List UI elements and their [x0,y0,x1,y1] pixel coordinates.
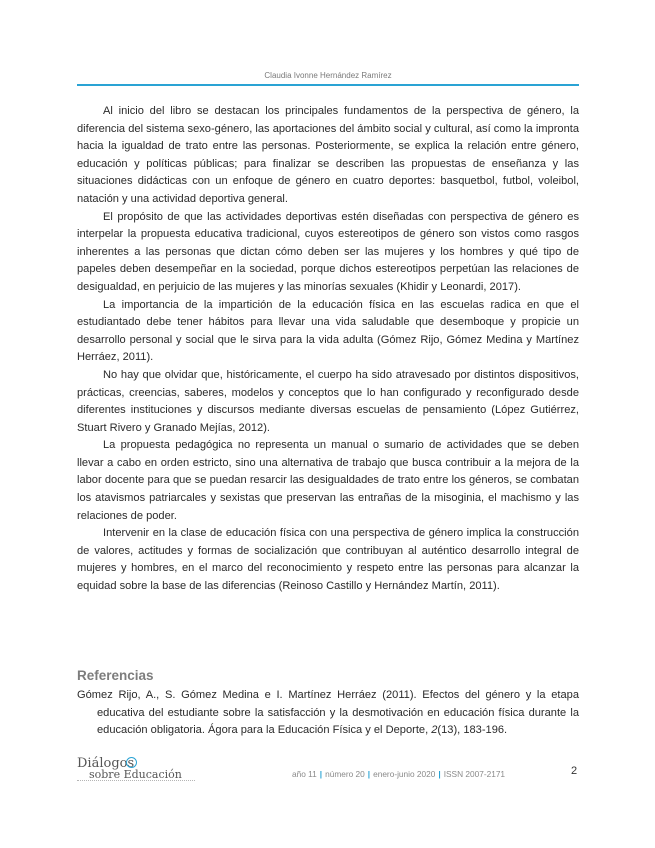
reference-text: Gómez Rijo, A., S. Gómez Medina e I. Martínez Herráez (2011). Efectos del género y la etapa educativa del estudiante sobre la satisfacción y la desmotivación en educación física durante la educación obligatoria. Ágora para la Educación Física y el Deporte, [77,689,579,737]
references-heading: Referencias [77,668,154,683]
page-number: 2 [571,765,578,777]
journal-logo [77,756,195,786]
paragraph: Al inicio del libro se destacan los principales fundamentos de la perspectiva de género, la diferencia del sistema sexo-género, las aportaciones del ámbito social y cultural, así como la impronta hacia la igualdad de trato entre las personas. Posteriormente, se explica la relación entre género, educación y políticas públicas; para finalizar se describen las propuestas de enseñanza y las situaciones didácticas con un enfoque de género en cuatro deportes: basquetbol, futbol, voleibol, natación y una actividad deportiva general. [77,105,579,205]
logo-subtitle: sobre Educación [89,768,182,781]
paragraph: El propósito de que las actividades deportivas estén diseñadas con perspectiva de género es interpelar la propuesta educativa tradicional, cuyos estereotipos de género son vistos como rasgos inherentes a las personas que dictan cómo deben ser las mujeres y los hombres y qué tipo de papeles deben desempeñar en la sociedad, porque dichos estereotipos perpetúan las relaciones de desigualdad, en perjuicio de las mujeres y las minorías sexuales (Khidir y Leonardi, 2017). [77,210,579,293]
paragraph: La importancia de la impartición de la educación física en las escuelas radica en que el estudiantado debe tener hábitos para llevar una vida saludable que desemboque y propicie un desarrollo personal y social que le sirva para la vida adulta (Gómez Rijo, Gómez Medina y Martínez Herráez, 2011). [77,298,579,364]
paragraph: No hay que olvidar que, históricamente, el cuerpo ha sido atravesado por distintos dispositivos, prácticas, creencias, saberes, modelos y conceptos que lo han configurado y reconfigurado desde diferentes instituciones y discursos mediante diversas escuelas de pensamiento (López Gutiérrez, Stuart Rivero y Granado Mejías, 2012). [77,368,579,434]
running-head-author: Claudia Ivonne Hernández Ramírez [264,71,392,80]
paragraph: La propuesta pedagógica no representa un manual o sumario de actividades que se deben llevar a cabo en orden estricto, sino una alternativa de trabajo que busca contribuir a la mejora de la labor docente para que se puedan resarcir las desigualdades de trato entre los géneros, se combatan los atavismos patriarcales y sexistas que preservan las entrañas de la misoginia, el machismo y las relaciones de poder. [77,439,579,522]
header-rule [77,84,579,86]
paragraph: Intervenir en la clase de educación física con una perspectiva de género implica la construcción de valores, actitudes y formas de socialización que contribuyan al auténtico desarrollo integral de mujeres y hombres, en el marco del reconocimiento y respeto entre las personas para alcanzar la equidad sobre la base de las diferencias (Reinoso Castillo y Hernández Martín, 2011). [77,527,579,593]
issue-period: enero-junio 2020 [373,769,436,779]
issue-number: número 20 [325,769,365,779]
issue-info: año 11 | número 20 | enero-junio 2020 | ISSN 2007-2171 [292,769,506,779]
issue-issn: ISSN 2007-2171 [443,769,506,779]
issue-year: año 11 [292,769,317,779]
article-body [77,103,579,596]
reference-entry [77,687,579,740]
reference-volume: 2 [431,724,438,737]
logo-tagline-rule [77,780,195,784]
logo-swirl-icon [126,757,137,768]
reference-pages: (13), 183-196. [437,724,508,737]
logo-title: Diálogos [77,756,135,771]
